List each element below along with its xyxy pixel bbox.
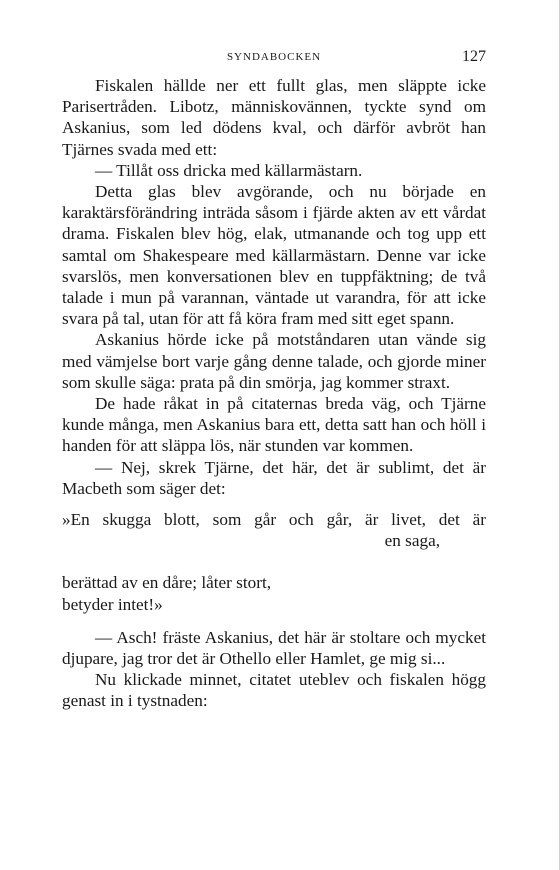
paragraph: Fiskalen hällde ner ett fullt glas, men släppte icke Parisertråden. Libotz, människovännen, tyckte synd om Askanius, som led dödens kval, och därför avbröt han Tjärnes svada med ett: [62,76,486,159]
quote-line: betyder intet!» [62,594,163,614]
paragraph: Detta glas blev avgörande, och nu började en karaktärsförändring inträda såsom i fjärde akten av ett vårdat drama. Fiskalen blev hög, elak, utmanande och tog upp ett samtal om Shakespeare med källarmästarn. Denne var icke svarslös, men konversationen blev en tuppfäktning; de två talade i mun på varannan, väntade ut varandra, för att icke svara på tal, utan för att få köra fram med sitt eget spann. [62,182,486,329]
running-title: SYNDABOCKEN [226,51,322,63]
quote-line: berättad av en dåre; låter stort, [62,573,272,593]
paragraph: De hade råkat in på citaternas breda väg, och Tjärne kunde många, men Askanius bara ett, detta satt han och höll i handen för att släppa lös, när stunden var kommen. [62,394,486,456]
body-text [62,75,486,712]
macbeth-quote [62,509,486,615]
paragraph: — Nej, skrek Tjärne, det här, det är sublimt, det är Macbeth som säger det: [62,457,486,498]
paragraph: Nu klickade minnet, citatet uteblev och fiskalen högg genast in i tystnaden: [62,670,486,711]
quote-line: en saga, [384,531,440,551]
quote-line: »En skugga blott, som går och går, är livet, det är [62,510,486,530]
paragraph: — Tillåt oss dricka med källarmästarn. [95,160,363,180]
running-head [62,48,486,68]
paragraph: — Asch! fräste Askanius, det här är stoltare och mycket djupare, jag tror det är Othello eller Hamlet, ge mig si... [62,627,486,669]
paragraph: Askanius hörde icke på motståndaren utan vände sig med vämjelse bort varje gång denne talade, och gjorde miner som skulle säga: prata på din smörja, jag kommer straxt. [62,330,486,392]
page-number: 127 [462,48,486,65]
